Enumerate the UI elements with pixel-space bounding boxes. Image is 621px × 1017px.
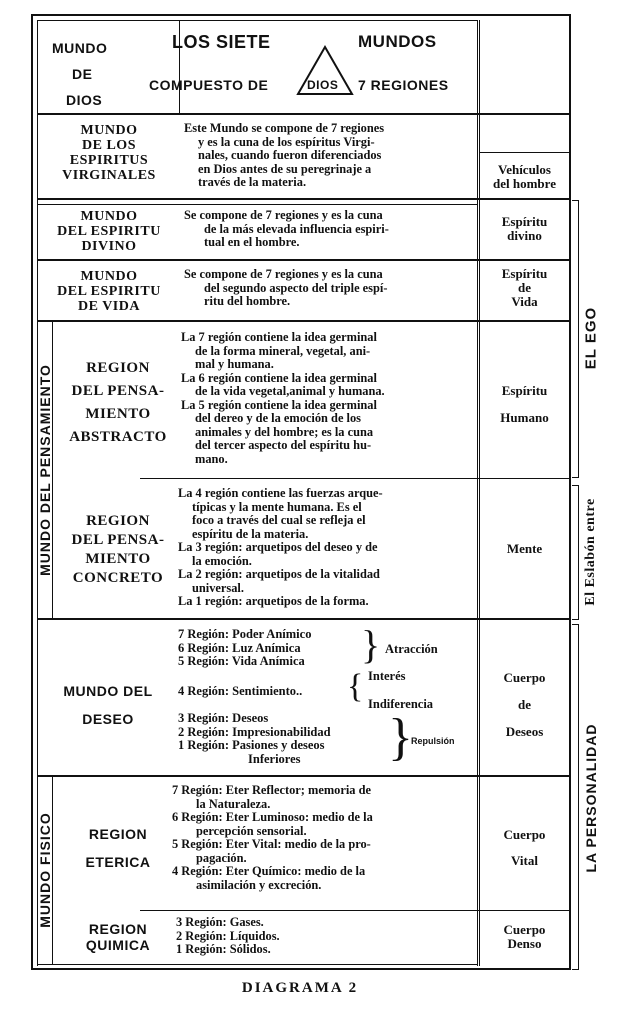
mundo-divino-name bbox=[40, 209, 178, 254]
name-line: MIENTO bbox=[85, 406, 151, 422]
sep-header bbox=[37, 113, 569, 115]
vehicle-line: del hombre bbox=[493, 176, 556, 191]
name-line: DEL PENSA- bbox=[71, 383, 165, 399]
desc-line: del tercer aspecto del espíritu hu- bbox=[195, 438, 372, 452]
desc-line: 4 Región: Eter Químico: medio de la bbox=[172, 864, 366, 878]
bracket-ego bbox=[572, 200, 579, 478]
desc-line: animales y del hombre; es la cuna bbox=[195, 424, 374, 439]
desc-line: la Naturaleza. bbox=[196, 796, 271, 811]
desc-line: foco a través del cual se refleja el bbox=[192, 513, 366, 527]
name-line: REGION bbox=[88, 826, 148, 842]
name-line: DEL ESPIRITU bbox=[57, 284, 161, 299]
desc-line: La 2 región: arquetipos de la vitalidad bbox=[178, 567, 380, 581]
vehicle-line: de bbox=[518, 280, 531, 295]
frame-right bbox=[569, 14, 571, 970]
desc-line: del dereo y de la emoción de los bbox=[195, 411, 361, 425]
vehicle-line: de bbox=[518, 697, 531, 712]
vehicle-line: Espíritu bbox=[501, 383, 548, 398]
desc-line: 6 Región: Eter Luminoso: medio de la bbox=[172, 810, 373, 824]
region-line: 3 Región: Deseos bbox=[178, 711, 269, 725]
desc-line: pagación. bbox=[196, 850, 247, 865]
diagram-title-right: MUNDOS bbox=[358, 32, 437, 51]
vehicle-espiritu-humano bbox=[480, 377, 569, 431]
name-line: REGION bbox=[86, 513, 150, 529]
sep-virginales-2 bbox=[37, 204, 477, 205]
desc-line: 5 Región: Eter Vital: medio de la pro- bbox=[172, 837, 371, 851]
desc-line: ritu del hombre. bbox=[204, 294, 291, 308]
name-line: CONCRETO bbox=[72, 570, 164, 586]
desc-line: percepción sensorial. bbox=[196, 823, 307, 838]
desc-line: La 6 región contiene la idea germinal bbox=[181, 370, 377, 385]
name-line: REGION bbox=[88, 921, 148, 937]
sep-deseo bbox=[37, 775, 569, 777]
desc-line: mal y humana. bbox=[195, 357, 274, 371]
name-line: MUNDO bbox=[80, 269, 138, 284]
name-line: MUNDO bbox=[80, 209, 138, 224]
name-line: MUNDO DEL bbox=[63, 683, 153, 699]
name-line: VIRGINALES bbox=[62, 168, 156, 183]
region-abstracto-name bbox=[56, 357, 180, 449]
region-quimica-desc bbox=[176, 916, 475, 957]
diagram-caption: DIAGRAMA 2 bbox=[241, 980, 359, 996]
frame-left-outer bbox=[31, 14, 33, 970]
name-line: ETERICA bbox=[85, 854, 151, 870]
vehicle-line: Espíritu bbox=[501, 214, 548, 229]
vehicle-line: divino bbox=[507, 228, 542, 243]
desc-line: de la más elevada influencia espiri- bbox=[204, 221, 389, 236]
deseo-regions-bot bbox=[178, 712, 331, 766]
frame-bottom bbox=[31, 968, 571, 970]
name-line: ABSTRACTO bbox=[69, 429, 167, 445]
sep-divino bbox=[37, 259, 569, 261]
region-eterica-name bbox=[56, 820, 180, 876]
name-line: DEL ESPIRITU bbox=[57, 224, 161, 239]
mundo-divino-desc bbox=[184, 209, 474, 250]
label-atraccion: Atracción bbox=[385, 642, 438, 656]
desc-line: través de la materia. bbox=[198, 175, 307, 189]
desc-line: La 5 región contiene la idea germinal bbox=[181, 397, 377, 412]
mundo-virginales-name bbox=[40, 123, 178, 183]
desc-line: Este Mundo se compone de 7 regiones bbox=[184, 121, 385, 135]
vehicle-line: Cuerpo bbox=[503, 670, 546, 685]
region-concreto-desc bbox=[178, 487, 475, 609]
desc-line: de la vida vegetal,animal y humana. bbox=[195, 384, 385, 398]
desc-line: 1 Región: Sólidos. bbox=[176, 942, 271, 956]
deseo-regions-top bbox=[178, 628, 311, 669]
desc-line: y es la cuna de los espíritus Virgi- bbox=[198, 134, 375, 149]
mundo-de-dios-line-1: MUNDO bbox=[52, 40, 108, 56]
subtitle-left: COMPUESTO DE bbox=[149, 77, 269, 93]
vehicle-line: Humano bbox=[500, 410, 549, 425]
mundo-de-dios-line-3: DIOS bbox=[66, 92, 103, 108]
mundo-fisico-side-label: MUNDO FISICO bbox=[37, 812, 53, 928]
region-line: Inferiores bbox=[248, 751, 301, 766]
mundo-de-dios bbox=[52, 35, 107, 113]
vehicle-line: Vida bbox=[511, 294, 538, 309]
desc-line: en Dios antes de su peregrinaje a bbox=[198, 161, 372, 176]
desc-line: universal. bbox=[192, 580, 244, 595]
mundo-deseo-name bbox=[40, 677, 176, 733]
desc-line: Se compone de 7 regiones y es la cuna bbox=[184, 208, 383, 222]
vehicle-cuerpo-denso bbox=[480, 923, 569, 951]
sep-virginales bbox=[37, 198, 569, 200]
subtitle-right: 7 REGIONES bbox=[358, 77, 449, 93]
desc-line: del segundo aspecto del triple espí- bbox=[204, 280, 388, 295]
name-line: DIVINO bbox=[81, 239, 137, 254]
name-line: DE LOS bbox=[82, 138, 136, 153]
vehicle-cuerpo-vital bbox=[480, 822, 569, 874]
sep-abstracto bbox=[140, 478, 569, 479]
sep-vida bbox=[37, 320, 569, 322]
vehicle-line: Espíritu bbox=[501, 266, 548, 281]
label-repulsion: Repulsión bbox=[411, 736, 455, 746]
desc-line: espíritu de la materia. bbox=[192, 526, 309, 541]
sep-eterica bbox=[140, 910, 569, 911]
label-la-personalidad: LA PERSONALIDAD bbox=[583, 723, 599, 873]
triangle-label: DIOS bbox=[307, 78, 339, 92]
name-line: MIENTO bbox=[85, 551, 151, 567]
desc-line: mano. bbox=[195, 451, 228, 466]
sep-vehicle-title bbox=[480, 152, 569, 153]
name-line: DESEO bbox=[82, 711, 134, 727]
label-eslabon: El Eslabón entre bbox=[583, 498, 598, 606]
region-line: 7 Región: Poder Anímico bbox=[178, 627, 312, 641]
label-indiferencia: Indiferencia bbox=[368, 697, 434, 711]
vehicle-espiritu-divino bbox=[480, 215, 569, 243]
region-line: 2 Región: Impresionabilidad bbox=[178, 724, 331, 739]
frame-top-inner bbox=[37, 20, 477, 21]
vehicle-mente bbox=[480, 542, 569, 556]
desc-line: Se compone de 7 regiones y es la cuna bbox=[184, 267, 383, 281]
region-quimica-name bbox=[56, 921, 180, 953]
desc-line: de la forma mineral, vegetal, ani- bbox=[195, 343, 371, 358]
bracket-eslabon bbox=[572, 485, 579, 620]
region-line: 1 Región: Pasiones y deseos bbox=[178, 738, 325, 752]
frame-top bbox=[31, 14, 571, 16]
desc-line: la emoción. bbox=[192, 553, 252, 568]
desc-line: La 7 región contiene la idea germinal bbox=[181, 330, 377, 344]
name-line: DEL PENSA- bbox=[71, 532, 165, 548]
name-line: DE VIDA bbox=[78, 299, 140, 314]
desc-line: 7 Región: Eter Reflector; memoria de bbox=[172, 783, 371, 797]
vehiculos-title bbox=[480, 163, 569, 191]
mundo-vida-name bbox=[40, 269, 178, 314]
vehicle-espiritu-vida bbox=[480, 267, 569, 309]
region-abstracto-desc bbox=[181, 331, 475, 466]
desc-line: La 4 región contiene las fuerzas arque- bbox=[178, 486, 383, 500]
desc-line: asimilación y excreción. bbox=[196, 877, 322, 892]
bracket-personalidad bbox=[572, 624, 579, 970]
deseo-region-mid: 4 Región: Sentimiento.. bbox=[178, 684, 303, 698]
desc-line: 2 Región: Líquidos. bbox=[176, 928, 280, 943]
vehicle-line: Vital bbox=[511, 853, 538, 868]
brace-bot-icon: } bbox=[388, 709, 413, 766]
mundo-vida-desc bbox=[184, 268, 474, 309]
desc-line: nales, cuando fueron diferenciados bbox=[198, 148, 382, 162]
vehicle-line: Cuerpo bbox=[503, 827, 546, 842]
label-interes: Interés bbox=[368, 669, 406, 683]
region-eterica-desc bbox=[172, 784, 475, 892]
name-line: REGION bbox=[86, 360, 150, 376]
region-line: 6 Región: Luz Anímica bbox=[178, 640, 301, 655]
desc-line: típicas y la mente humana. Es el bbox=[192, 499, 362, 514]
brace-top-icon: } bbox=[361, 622, 381, 667]
vehicle-line: Vehículos bbox=[498, 162, 551, 177]
mundo-virginales-desc bbox=[184, 122, 474, 190]
mundo-pensamiento-side-label: MUNDO DEL PENSAMIENTO bbox=[37, 364, 53, 576]
vehicle-line: Mente bbox=[506, 541, 543, 556]
name-line: MUNDO bbox=[80, 123, 138, 138]
brace-mid-icon: { bbox=[347, 668, 364, 705]
desc-line: La 3 región: arquetipos del deseo y de bbox=[178, 540, 378, 554]
vehicle-line: Deseos bbox=[505, 724, 544, 739]
vehicle-cuerpo-deseos bbox=[480, 664, 569, 745]
name-line: ESPIRITUS bbox=[69, 153, 149, 168]
diagram-title: LOS SIETE bbox=[172, 32, 271, 52]
label-el-ego: EL EGO bbox=[582, 306, 600, 370]
region-line: 5 Región: Vida Anímica bbox=[178, 654, 305, 668]
desc-line: La 1 región: arquetipos de la forma. bbox=[178, 594, 369, 608]
region-concreto-name bbox=[56, 512, 180, 588]
vehicle-line: Cuerpo bbox=[503, 922, 546, 937]
sep-pensamiento bbox=[37, 618, 569, 620]
frame-col-divider-1 bbox=[477, 20, 478, 966]
mundo-de-dios-line-2: DE bbox=[72, 66, 93, 82]
desc-line: tual en el hombre. bbox=[204, 235, 300, 249]
frame-bottom-inner bbox=[37, 964, 477, 965]
desc-line: 3 Región: Gases. bbox=[176, 915, 264, 929]
vehicle-line: Denso bbox=[507, 936, 542, 951]
name-line: QUIMICA bbox=[85, 937, 151, 953]
